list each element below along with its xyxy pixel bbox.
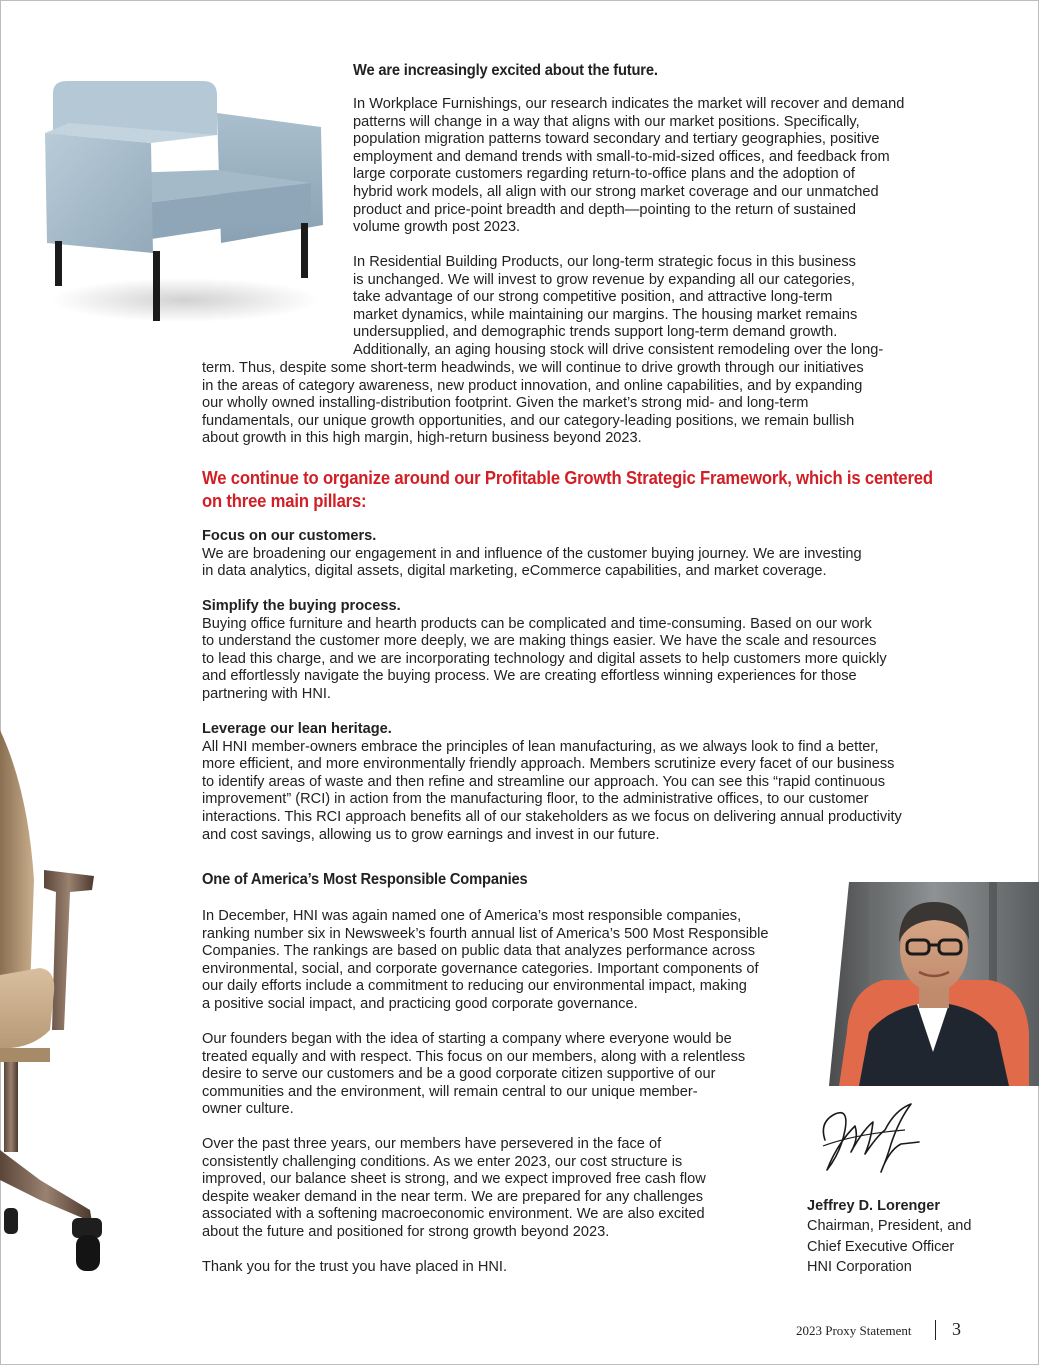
text-line: Buying office furniture and hearth products can be complicated and time-consuming. Based on our work xyxy=(202,615,872,632)
text-line: partnering with HNI. xyxy=(202,685,331,702)
text-line: to identify areas of waste and then refine and streamline our approach. You can see this “rapid continuous xyxy=(202,773,886,790)
text-line: desire to serve our customers and be a good corporate citizen supportive of our xyxy=(202,1066,716,1083)
text-line: market dynamics, while maintaining our margins. The housing market remains xyxy=(353,306,858,323)
ceo-portrait xyxy=(829,882,1039,1086)
text-line: and effortlessly navigate the buying process. We are creating effortless winning experiences for those xyxy=(202,668,857,685)
text-line: In Workplace Furnishings, our research indicates the market will recover and demand xyxy=(353,96,905,112)
text-line: our daily efforts include a commitment to reducing our environmental impact, making xyxy=(202,978,747,995)
framework-heading-line: on three main pillars: xyxy=(202,490,367,511)
text-line: a positive social impact, and practicing good corporate governance. xyxy=(202,995,638,1012)
text-line: about the future and positioned for strong growth beyond 2023. xyxy=(202,1223,610,1240)
text-line: associated with a softening macroeconomic environment. We are also excited xyxy=(202,1206,705,1223)
text-line: environmental, social, and corporate governance categories. Important components of xyxy=(202,960,759,977)
text-line: to understand the customer more deeply, we are making things easier. We have the scale and resources xyxy=(202,633,877,650)
text-line: In December, HNI was again named one of America’s most responsible companies, xyxy=(202,908,742,924)
text-line: about growth in this high margin, high-return business beyond 2023. xyxy=(202,430,642,447)
text-line: and cost savings, allowing us to grow earnings and invest in our future. xyxy=(202,826,660,843)
page-number: 3 xyxy=(952,1319,961,1339)
signatory-title-line: Chief Executive Officer xyxy=(807,1238,955,1255)
text-line: consistently challenging conditions. As we enter 2023, our cost structure is xyxy=(202,1153,683,1170)
text-line: take advantage of our strong competitive position, and attractive long-term xyxy=(353,289,833,306)
section-heading-future: We are increasingly excited about the future. xyxy=(353,62,658,79)
signature-block xyxy=(807,1196,971,1278)
framework-heading xyxy=(202,466,933,512)
paragraph-newsweek xyxy=(202,908,768,1014)
signatory-name: Jeffrey D. Lorenger xyxy=(807,1198,940,1214)
text-line: more efficient, and more environmentally friendly approach. Members scrutinize every facet of our business xyxy=(202,756,895,773)
text-line: employment and demand trends with small-to-mid-sized offices, and feedback from xyxy=(353,148,890,165)
text-line: in the areas of category awareness, new product innovation, and online capabilities, and by expanding xyxy=(202,377,863,394)
text-line: communities and the environment, will remain central to our unique member- xyxy=(202,1083,698,1100)
text-line: undersupplied, and demographic trends support long-term demand growth. xyxy=(353,324,838,341)
paragraph-past-three-years xyxy=(202,1136,706,1242)
text-line: our wholly owned installing-distribution footprint. Given the market’s strong mid- and long-term xyxy=(202,395,809,412)
text-line: term. Thus, despite some short-term headwinds, we will continue to drive growth through our initiatives xyxy=(202,360,864,376)
lounge-chair-image xyxy=(35,75,335,335)
text-line: We are broadening our engagement in and influence of the customer buying journey. We are investing xyxy=(202,545,862,562)
section-heading-responsible: One of America’s Most Responsible Companies xyxy=(202,871,528,888)
text-line: fundamentals, our unique growth opportunities, and our category-leading positions, we remain bullish xyxy=(202,412,855,429)
text-line: in data analytics, digital assets, digital marketing, eCommerce capabilities, and market coverage. xyxy=(202,563,827,580)
text-line: is unchanged. We will invest to grow revenue by expanding all our categories, xyxy=(353,271,855,288)
signatory-title-line: Chairman, President, and xyxy=(807,1218,972,1234)
text-line: patterns will change in a way that aligns with our market positions. Specifically, xyxy=(353,113,860,130)
text-line: In Residential Building Products, our long-term strategic focus in this business xyxy=(353,254,856,270)
pillar-lean-heritage xyxy=(202,721,902,844)
text-line: Over the past three years, our members have persevered in the face of xyxy=(202,1136,662,1152)
signatory-title-line: HNI Corporation xyxy=(807,1259,912,1275)
paragraph-workplace-furnishings xyxy=(353,96,904,237)
framework-heading-line: We continue to organize around our Profitable Growth Strategic Framework, which is centered xyxy=(202,467,933,488)
text-line: population migration patterns toward secondary and tertiary geographies, positive xyxy=(353,131,880,148)
text-line: Thank you for the trust you have placed in HNI. xyxy=(202,1259,508,1275)
text-line: product and price-point breadth and depth—pointing to the return of sustained xyxy=(353,201,857,218)
handwritten-signature xyxy=(815,1100,925,1178)
text-line: treated equally and with respect. This focus on our members, along with a relentless xyxy=(202,1048,746,1065)
pillar-title: Simplify the buying process. xyxy=(202,598,401,614)
text-line: interactions. This RCI approach benefits all of our stakeholders as we focus on delivering annual productivity xyxy=(202,808,902,825)
text-line: owner culture. xyxy=(202,1101,294,1118)
text-line: ranking number six in Newsweek’s fourth annual list of America’s 500 Most Responsible xyxy=(202,925,769,942)
pillar-title: Leverage our lean heritage. xyxy=(202,721,392,737)
text-line: large corporate customers regarding return-to-office plans and the adoption of xyxy=(353,166,855,183)
paragraph-founders xyxy=(202,1031,745,1119)
text-line: improvement” (RCI) in action from the manufacturing floor, to the administrative offices, to our customer xyxy=(202,791,869,808)
text-line: hybrid work models, all align with our strong market coverage and our unmatched xyxy=(353,183,879,200)
text-line: All HNI member-owners embrace the principles of lean manufacturing, as we always look to find a better, xyxy=(202,738,879,755)
pillar-customers xyxy=(202,528,862,581)
pillar-title: Focus on our customers. xyxy=(202,528,377,544)
footer-divider xyxy=(935,1320,936,1340)
text-line: Additionally, an aging housing stock will drive consistent remodeling over the long- xyxy=(353,341,884,358)
pillar-buying-process xyxy=(202,598,887,704)
text-line: volume growth post 2023. xyxy=(353,219,521,236)
footer-doc-title: 2023 Proxy Statement xyxy=(796,1323,912,1338)
closing-line xyxy=(202,1259,507,1277)
text-line: to lead this charge, and we are incorporating technology and digital assets to help customers more quickly xyxy=(202,650,887,667)
paragraph-residential-full xyxy=(202,360,864,448)
paragraph-residential-indented xyxy=(353,254,883,360)
office-chair-image xyxy=(0,730,130,1310)
text-line: Companies. The rankings are based on public data that analyzes performance across xyxy=(202,943,755,960)
text-line: improved, our balance sheet is strong, and we expect improved free cash flow xyxy=(202,1171,706,1188)
text-line: despite weaker demand in the near term. We are prepared for any challenges xyxy=(202,1188,704,1205)
text-line: Our founders began with the idea of starting a company where everyone would be xyxy=(202,1031,732,1047)
